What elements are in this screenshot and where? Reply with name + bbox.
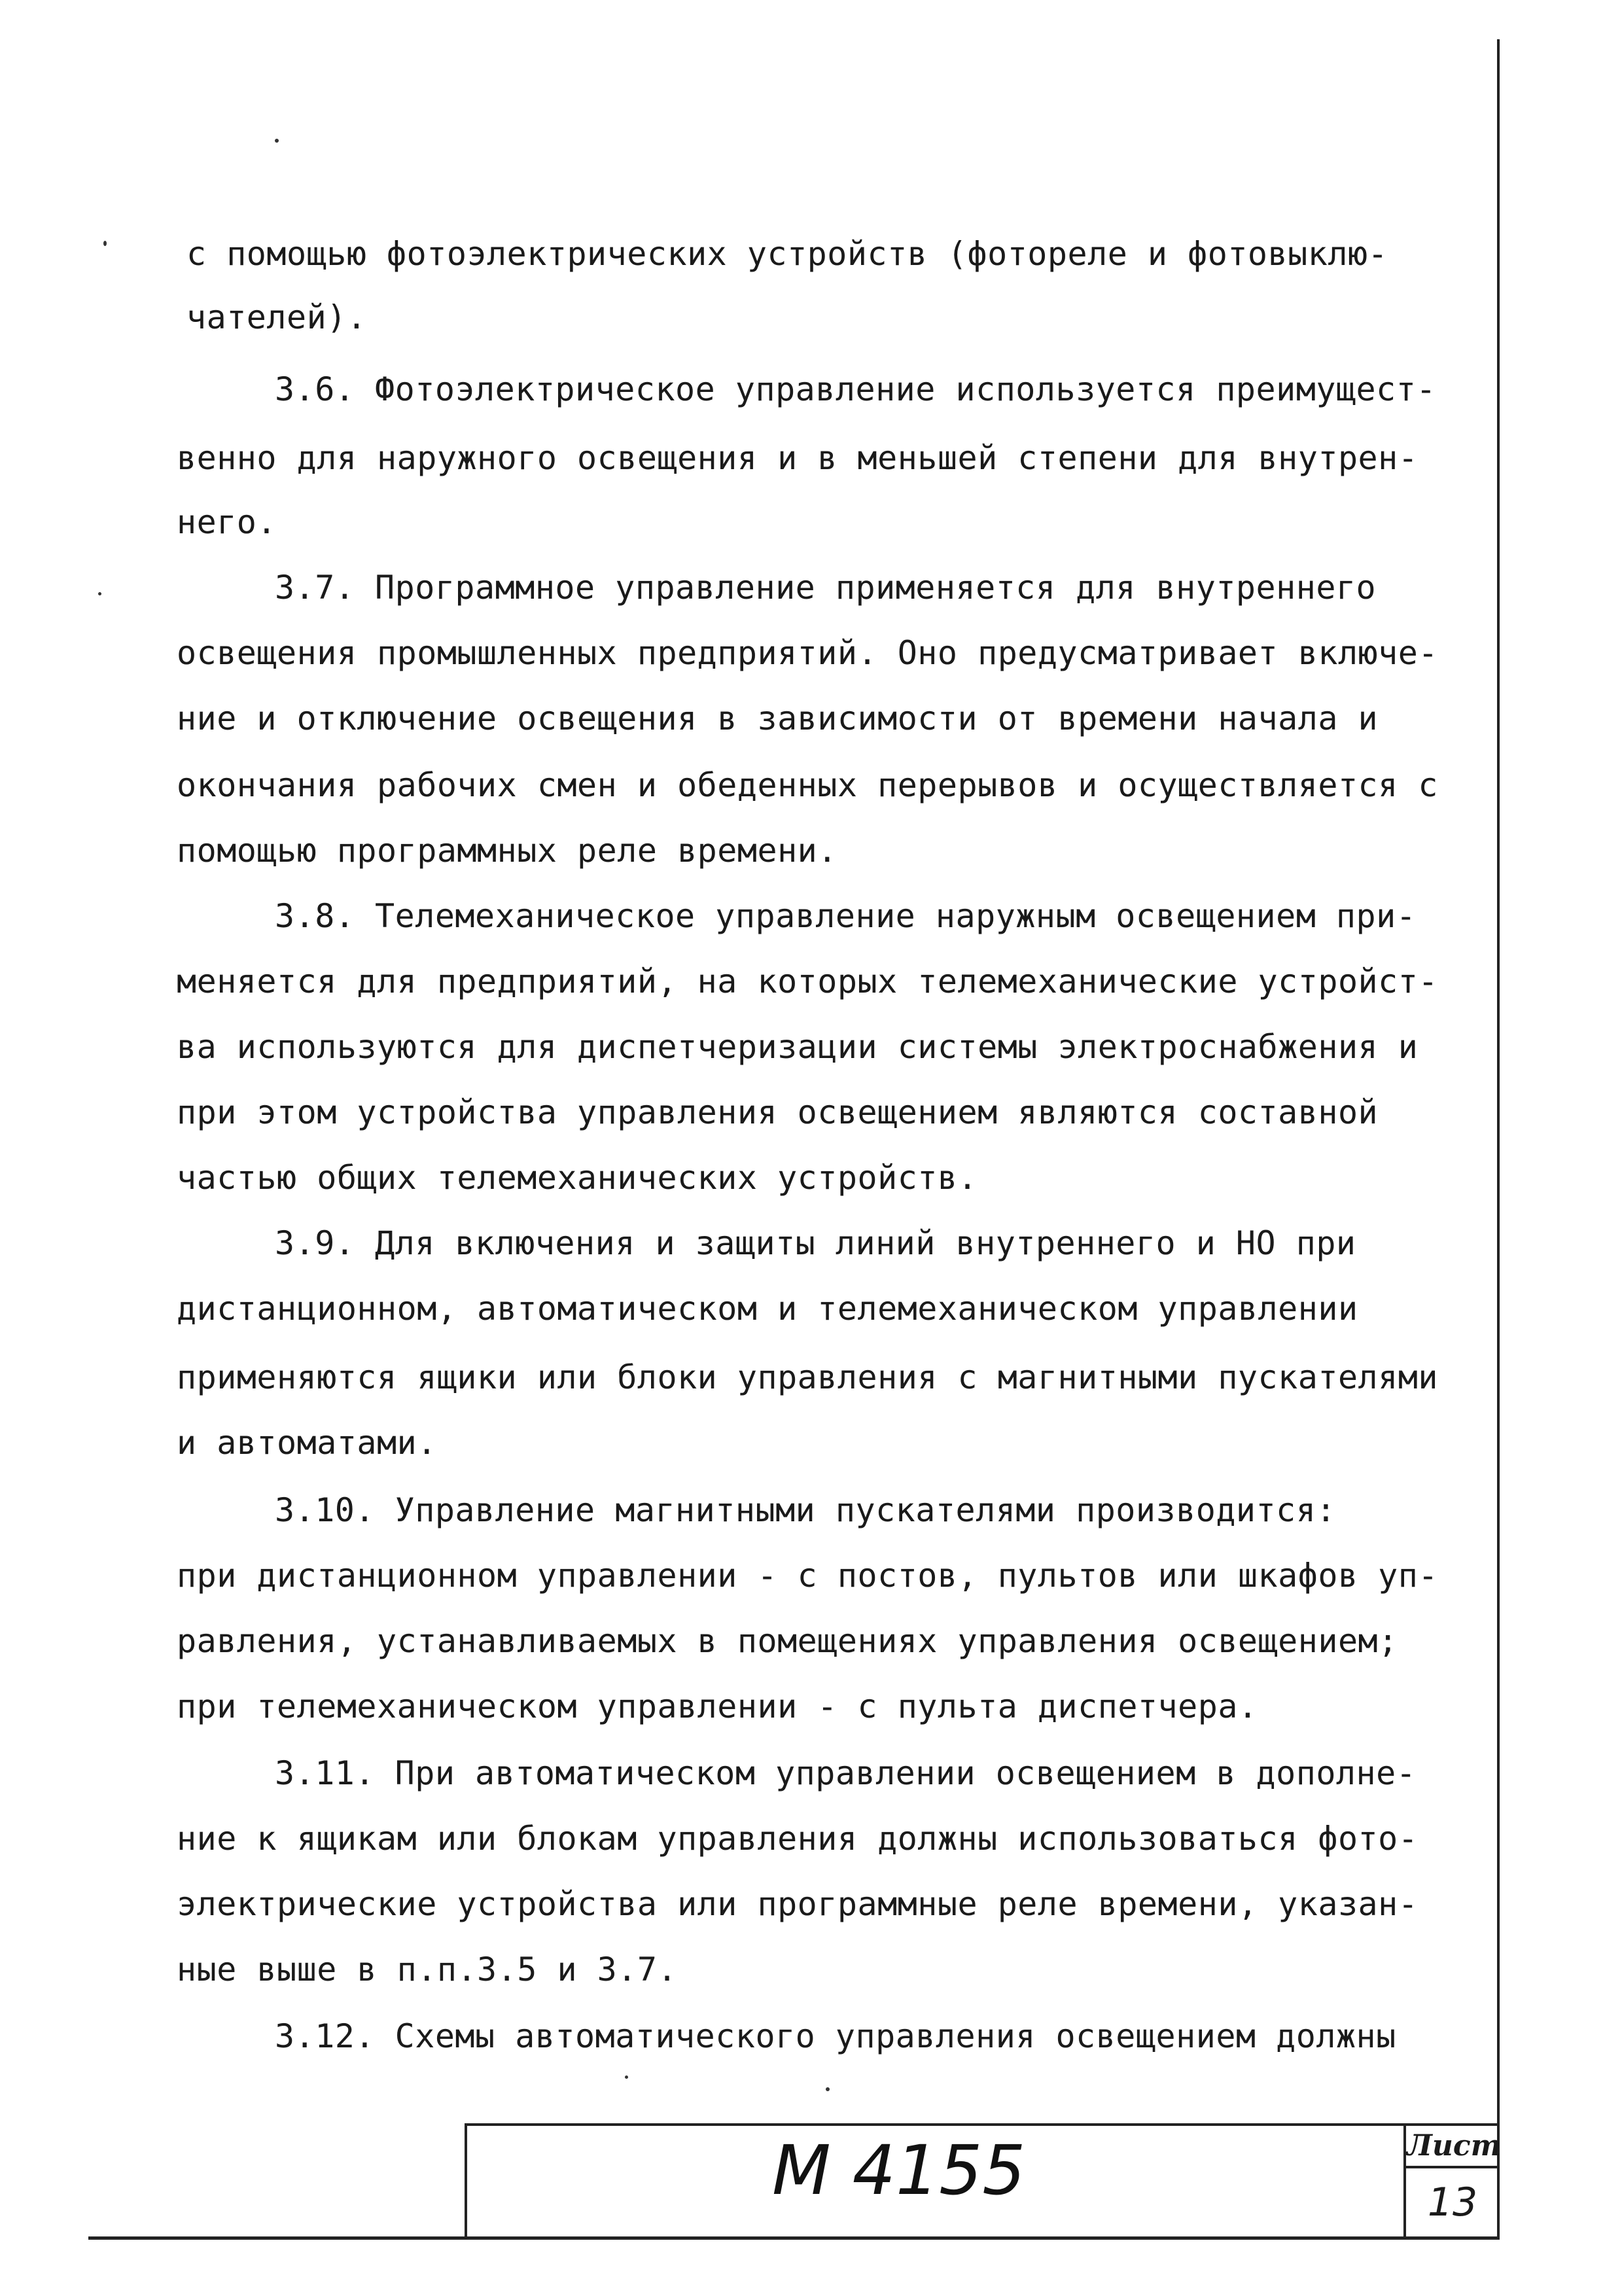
document-code: М 4155 [772,2130,1026,2210]
title-block-left-border [465,2123,467,2238]
text-line: ние к ящикам или блокам управления должны использоваться фото- [177,1820,1419,1858]
sheet-number: 13 [1427,2180,1478,2225]
text-line: освещения промышленных предприятий. Оно предусматривает включе- [177,634,1438,672]
text-line: при телемеханическом управлении - с пульта диспетчера. [177,1687,1258,1725]
text-line: 3.7. Программное управление применяется для внутреннего [275,569,1377,607]
text-line: 3.9. Для включения и защиты линий внутреннего и НО при [275,1224,1356,1262]
scan-speck [625,2075,628,2079]
text-line: него. [177,503,277,541]
scan-speck [275,139,279,143]
text-line: при этом устройства управления освещением являются составной [177,1093,1379,1131]
sheet-label: Лист [1407,2129,1502,2163]
text-line: 3.11. При автоматическом управлении освещением в дополне- [275,1754,1417,1792]
text-line: дистанционном, автоматическом и телемеханическом управлении [177,1290,1358,1328]
text-line: равления, устанавливаемых в помещениях управления освещением; [177,1622,1398,1660]
text-line: при дистанционном управлении - с постов, пультов или шкафов уп- [177,1557,1438,1595]
text-line: электрические устройства или программные реле времени, указан- [177,1885,1419,1923]
text-line: помощью программных реле времени. [177,832,837,870]
text-line: применяются ящики или блоки управления с магнитными пускателями [177,1358,1438,1396]
text-line: частью общих телемеханических устройств. [177,1159,978,1197]
text-line: 3.10. Управление магнитными пускателями производится: [275,1491,1336,1529]
text-line: чателей). [186,298,367,336]
text-line: ные выше в п.п.3.5 и 3.7. [177,1951,678,1988]
scan-speck [98,592,101,595]
text-line: венно для наружного освещения и в меньшей степени для внутрен- [177,439,1419,477]
text-line: 3.6. Фотоэлектрическое управление используется преимущест- [275,370,1436,408]
title-block-sheet-divider [1403,2123,1406,2238]
scan-speck [103,241,107,246]
title-block-top-border [465,2123,1498,2126]
text-line: с помощью фотоэлектрических устройств (фотореле и фотовыклю- [186,235,1388,273]
page-border-right [1497,39,1500,2238]
text-line: меняется для предприятий, на которых телемеханические устройст- [177,963,1438,1000]
scan-speck [826,2087,830,2091]
sheet-cell-divider [1403,2166,1500,2168]
title-block-bottom-border [88,2236,1500,2240]
text-line: ние и отключение освещения в зависимости от времени начала и [177,699,1379,737]
text-line: 3.12. Схемы автоматического управления освещением должны [275,2017,1396,2055]
text-line: 3.8. Телемеханическое управление наружным освещением при- [275,897,1417,935]
text-line: и автоматами. [177,1424,437,1462]
text-line: окончания рабочих смен и обеденных перерывов и осуществляется с [177,766,1438,804]
text-line: ва используются для диспетчеризации системы электроснабжения и [177,1028,1419,1066]
